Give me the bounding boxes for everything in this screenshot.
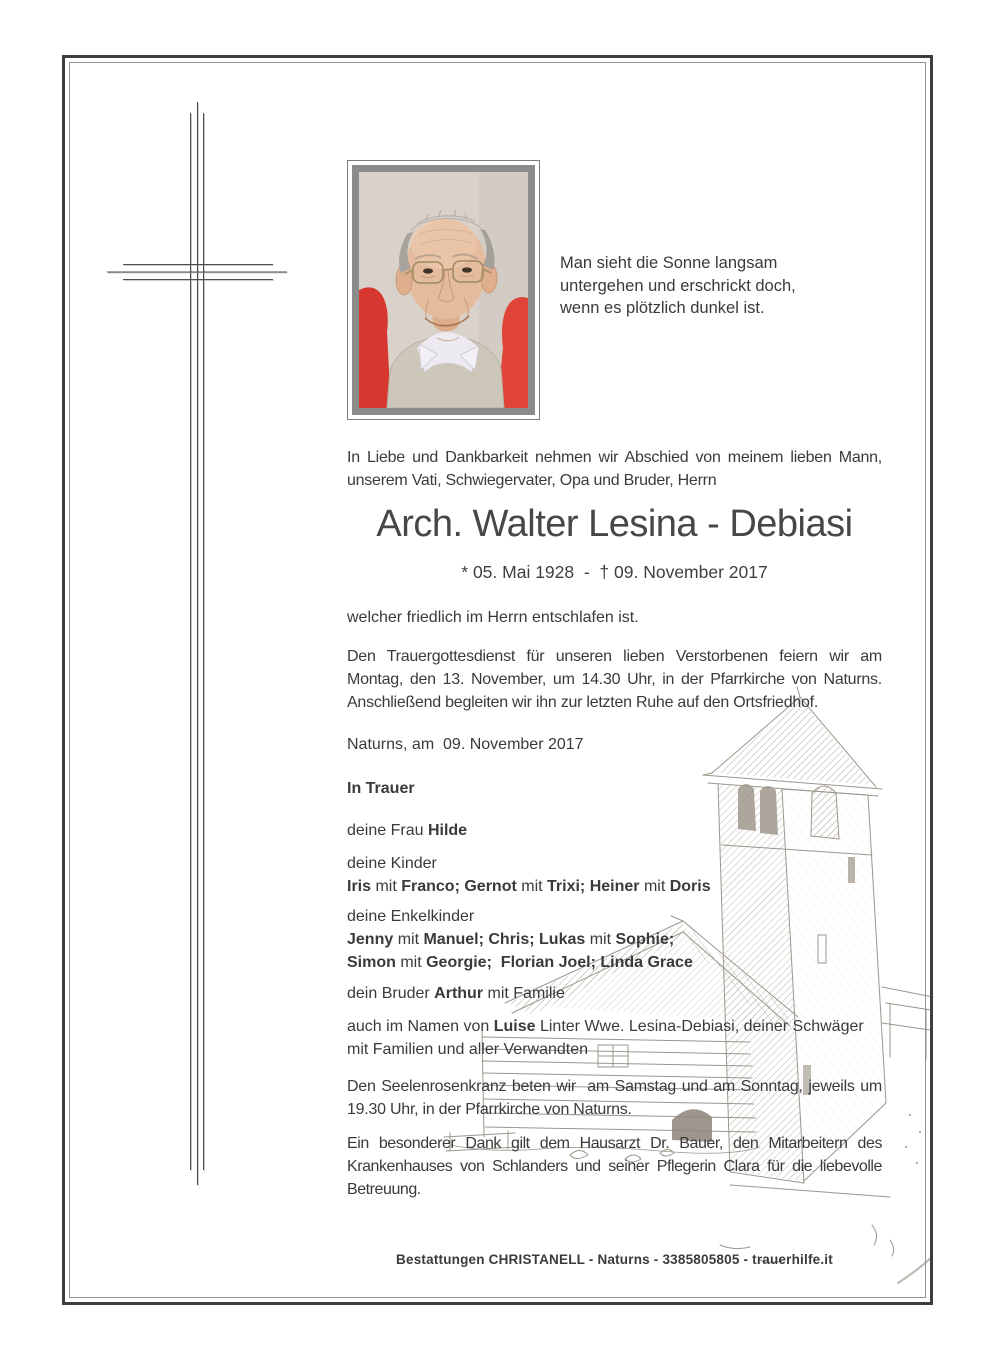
wife-line: deine Frau Hilde bbox=[347, 822, 468, 839]
grandchildren-label: deine Enkelkinder bbox=[347, 908, 475, 925]
grandchildren-names-line2: Simon mit Georgie; Florian Joel; Linda Grace bbox=[347, 954, 693, 971]
also-in-name-of-line: auch im Namen von Luise Linter Wwe. Lesina-Debiasi, deiner Schwäger mit Familien und aller Verwandten bbox=[347, 1018, 864, 1058]
brother-line: dein Bruder Arthur mit Familie bbox=[347, 985, 565, 1002]
children-block bbox=[347, 852, 882, 898]
rosary-paragraph: Den Seelenrosenkranz beten wir am Samstag und am Sonntag, jeweils um 19.30 Uhr, in der Pfarrkirche von Naturns. bbox=[347, 1078, 887, 1118]
portrait-photo bbox=[347, 160, 540, 420]
memorial-cross-icon bbox=[95, 95, 295, 1195]
portrait-illustration bbox=[359, 172, 528, 408]
photo-mat bbox=[352, 165, 535, 415]
intro-paragraph: In Liebe und Dankbarkeit nehmen wir Abschied von meinem lieben Mann, unserem Vati, Schwiegervater, Opa und Bruder, Herrn bbox=[347, 449, 882, 489]
funeral-service-paragraph: Den Trauergottesdienst für unseren lieben Verstorbenen feiern wir am Montag, den 13. November, um 14.30 Uhr, in der Pfarrkirche von Naturns. Anschließend begleiten wir ihn zur letzten Ruhe auf den Ortsfriedhof. bbox=[347, 648, 882, 711]
quote-line: untergehen und erschrickt doch, bbox=[560, 276, 796, 295]
place-and-date: Naturns, am 09. November 2017 bbox=[347, 736, 584, 753]
quote-line: Man sieht die Sonne langsam bbox=[560, 254, 778, 272]
grandchildren-names-line1: Jenny mit Manuel; Chris; Lukas mit Sophie; bbox=[347, 931, 675, 948]
children-label: deine Kinder bbox=[347, 855, 437, 872]
deceased-name: Arch. Walter Lesina - Debiasi bbox=[376, 503, 853, 545]
children-names: Iris mit Franco; Gernot mit Trixi; Heiner mit Doris bbox=[347, 878, 711, 895]
passed-away-line: welcher friedlich im Herrn entschlafen ist. bbox=[347, 609, 639, 626]
birth-death-dates: * 05. Mai 1928 - † 09. November 2017 bbox=[461, 562, 768, 582]
grandchildren-block bbox=[347, 905, 882, 974]
memorial-quote bbox=[560, 252, 796, 320]
quote-line: wenn es plötzlich dunkel ist. bbox=[560, 299, 765, 317]
in-mourning-label: In Trauer bbox=[347, 780, 415, 797]
thanks-paragraph: Ein besonderer Dank gilt dem Hausarzt Dr. Bauer, den Mitarbeitern des Krankenhauses von Schlanders und seiner Pflegerin Clara für die liebevolle Betreuung. bbox=[347, 1135, 882, 1198]
funeral-home-footer: Bestattungen CHRISTANELL - Naturns - 3385805805 - trauerhilfe.it bbox=[396, 1252, 833, 1267]
